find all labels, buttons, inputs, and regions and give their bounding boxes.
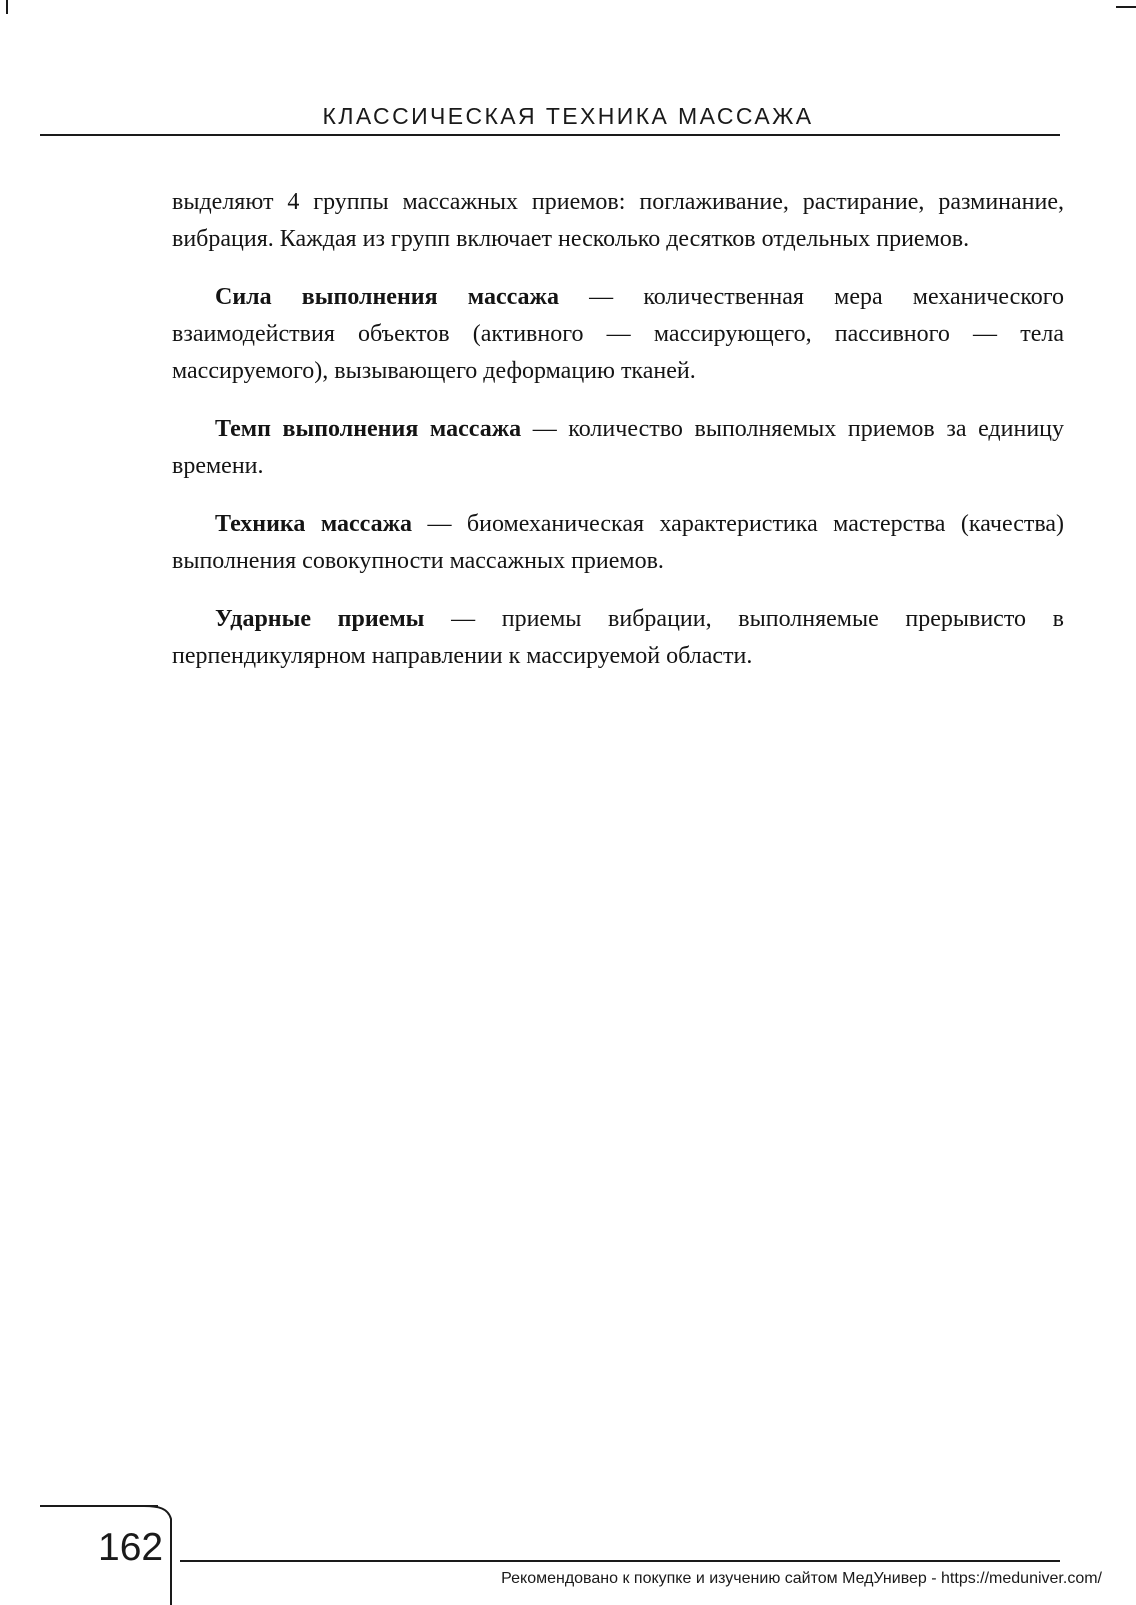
intro-paragraph: выделяют 4 группы массажных приемов: поглаживание, растирание, разминание, вибрация. Каждая из групп включает несколько десятков отдельных приемов. <box>172 189 1064 252</box>
definition-term: Техника массажа <box>215 511 413 537</box>
definition-text: — количество выполняемых приемов за единицу времени. <box>172 416 1065 479</box>
definition-paragraph <box>172 279 1064 390</box>
definition-text: — приемы вибрации, выполняемые прерывисто в перпендикулярном направлении к массируемой области. <box>172 606 1064 669</box>
crop-mark <box>6 0 8 14</box>
definition-paragraph <box>172 506 1064 580</box>
definition-term: Темп выполнения массажа <box>215 416 522 442</box>
footer-note: Рекомендовано к покупке и изучению сайтом МедУнивер - https://meduniver.com/ <box>501 1570 1102 1587</box>
crop-mark <box>1116 6 1136 8</box>
definition-paragraph <box>172 601 1064 675</box>
folio-rule <box>40 1505 158 1507</box>
running-header: КЛАССИЧЕСКАЯ ТЕХНИКА МАССАЖА <box>322 103 814 129</box>
footer-rule <box>180 1560 1060 1562</box>
definition-paragraph <box>172 411 1064 485</box>
definition-term: Сила выполнения массажа <box>215 284 559 310</box>
definition-term: Ударные приемы <box>215 606 425 632</box>
page-body <box>172 184 1064 696</box>
definition-text: — количественная мера механического взаимодействия объектов (активного — массирующего, пассивного — тела массируемого), вызывающего деформацию тканей. <box>172 284 1065 384</box>
page-number: 162 <box>98 1526 164 1569</box>
header-rule <box>40 134 1060 136</box>
definition-text: — биомеханическая характеристика мастерства (качества) выполнения совокупности массажных приемов. <box>172 511 1065 574</box>
